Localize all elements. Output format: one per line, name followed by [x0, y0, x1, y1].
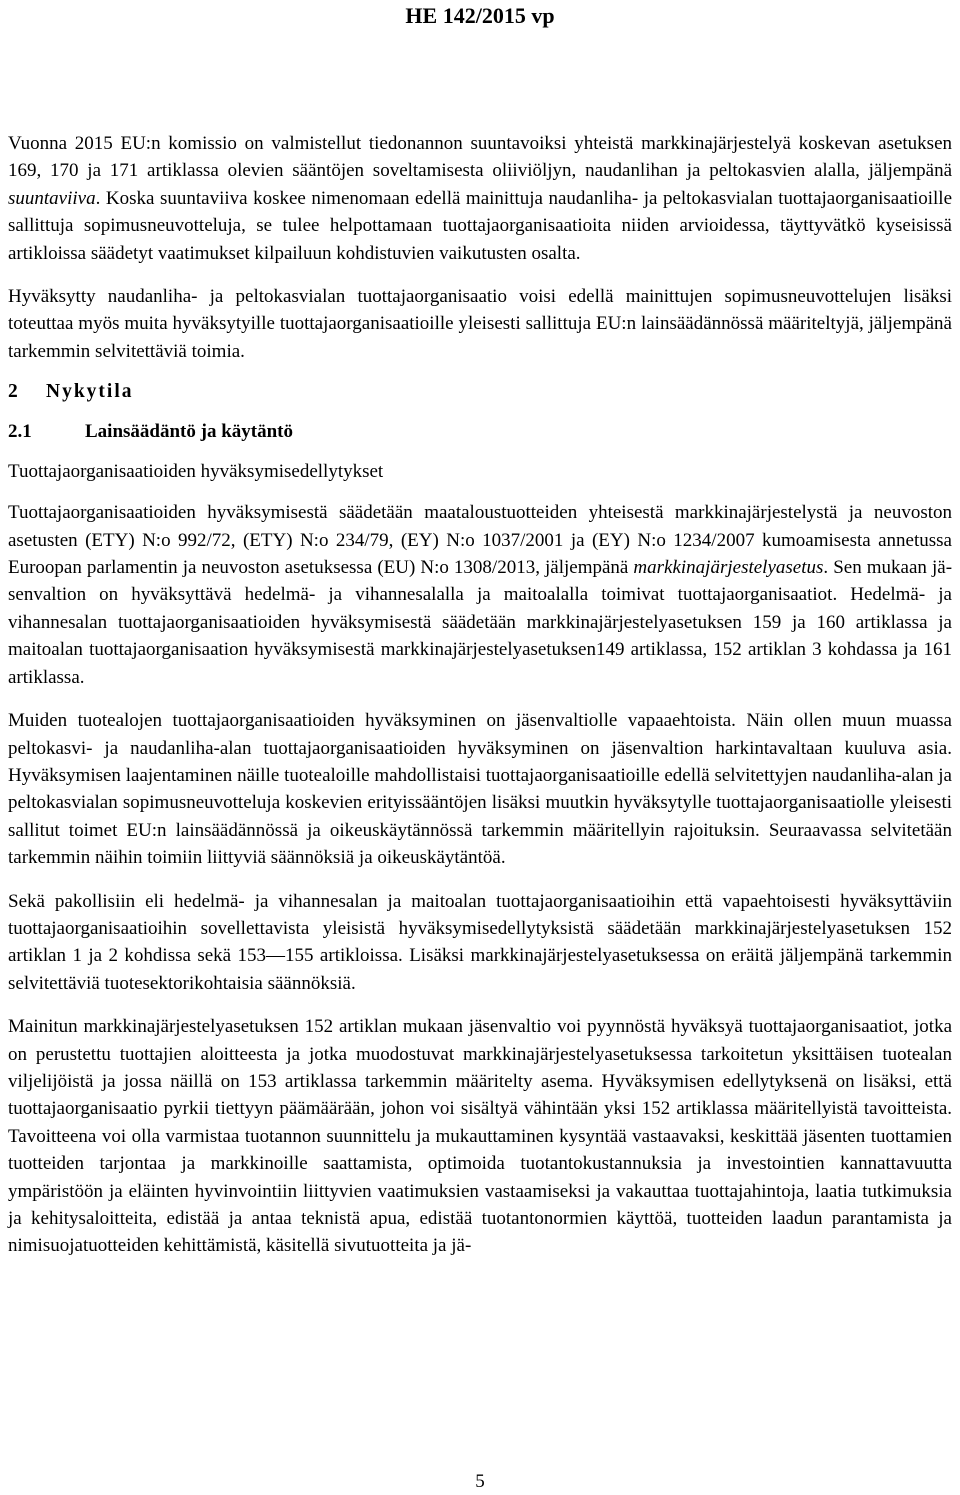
paragraph-text: Vuonna 2015 EU:n komissio on valmistellut tiedonannon suuntavoiksi yhteistä markkinajärjestelyä koskevan asetuksen 169, 170 ja 171 artiklassa olevien sääntöjen soveltamisesta oliiviöljyn, naudanlihan ja peltokasvien alalla, jäljempänä — [8, 133, 952, 182]
section-number: 2 — [8, 381, 18, 403]
paragraph-text: . Sen mukaan jäsenvaltion on hyväksyttävä hedelmä- ja vihannesalalla ja maitoalalla toimivat tuottajaorganisaatiot. Hedelmä- ja vihannesalan tuottajaorganisaatioiden hyväksymisestä säädetään markkinajärjestelyasetuksen 159 ja 160 artiklassa ja maitoalan tuottajaorganisaation hyväksymisestä markkinajärjestelyasetuksen149 artiklassa, 152 artiklan 3 kohdassa ja 161 artiklassa. — [8, 557, 953, 688]
section-title: Nykytila — [46, 381, 134, 403]
paragraph-general-conditions — [8, 888, 952, 998]
paragraph-text: Hyväksytty naudanliha- ja peltokasvialan tuottajaorganisaatio voisi edellä mainittujen sopimusneuvottelujen lisäksi toteuttaa myös muita hyväksytyille tuottajaorganisaatioille yleisesti sallittuja EU:n lainsäädännössä määriteltyjä, jäljempänä tarkemmin selvitettäviä toimia. — [8, 286, 952, 362]
paragraph-text: Muiden tuotealojen tuottajaorganisaatioiden hyväksyminen on jäsenvaltiolle vapaaehtoista. Näin ollen muun muassa peltokasvi- ja naudanliha-alan tuottajaorganisaatioiden hyväksyminen on jäsenvaltion harkintavaltaan kuuluva asia. Hyväksymisen laajentaminen näille tuotealoille mahdollistaisi tuottajaorganisaatioille edellä selvitettyjen naudanliha-alan ja peltokasvialan sopimusneuvotteluja koskevien erityissääntöjen lisäksi muutkin hyväksytylle tuottajaorganisaatiolle yleisesti sallitut toimet EU:n lainsäädännössä ja oikeuskäytännössä tarkemmin määritellyin rajoituksin. Seuraavassa selvitetään tarkemmin näihin toimiin liittyviä säännöksiä ja oikeuskäytäntöä. — [8, 710, 952, 869]
page-number: 5 — [475, 1471, 485, 1492]
document-body — [8, 130, 952, 1276]
paragraph-voluntary-approval — [8, 707, 952, 871]
paragraph-text: Tuottajaorganisaatioiden hyväksymisestä säädetään maataloustuotteiden yhteisestä markkinajärjestelystä ja neuvoston asetusten (ETY) N:o 992/72, (ETY) N:o 234/79, (EY) N:o 1037/2001 ja (EY) N:o 1234/2007 kumoamisesta annetussa Euroopan parlamentin ja neuvoston asetuksessa (EU) N:o 1308/2013, jäljempänä — [8, 502, 952, 579]
paragraph-text: . Koska suuntaviiva koskee nimenomaan edellä mainittuja naudanliha- ja peltokasvialan tuottajaorganisaatioille sallittuja sopimusneuvotteluja, se tulee helpottamaan tuottajaorganisaatioita niiden arvioidessa, täyttyvätkö kyseisissä artikloissa säädetyt vaatimukset kilpailuun kohdistuvien vaikutusten osalta. — [8, 187, 952, 264]
italic-term: markkinajärjestelyasetus — [633, 557, 824, 579]
subsection-title: Lainsäädäntö ja käytäntö — [85, 421, 293, 443]
paragraph-approval-regulation — [8, 499, 952, 691]
paragraph-guideline — [8, 130, 952, 267]
paragraph-approved-organisation — [8, 283, 952, 365]
subsection-number: 2.1 — [8, 421, 32, 443]
paragraph-text: Mainitun markkinajärjestelyasetuksen 152 artiklan mukaan jäsenvaltio voi pyynnöstä hyväksyä tuottajaorganisaatiot, jotka on perustettu tuottajien aloitteesta ja jotka muodostuvat markkinajärjestelyasetuksessa tarkoitetun yksittäisen tuotealan viljelijöistä ja jossa näillä on 153 artiklassa tarkemmin määritelty asema. Hyväksymisen edellytyksenä on lisäksi, että tuottajaorganisaatio pyrkii tiettyyn päämäärään, johon voi sisältyä vähintään yksi 152 artiklassa määritellyistä tavoitteista. Tavoitteena voi olla varmistaa tuotannon suunnittelu ja mukauttaminen kysyntää vastaavaksi, keskittää jäsenten tuottamien tuotteiden tarjontaa ja markkinoille saattamista, optimoida tuotantokustannuksia ja investointien kannattavuutta ympäristöön ja eläinten hyvinvointiin liittyvien vaatimuksien vastaamiseksi ja vakauttaa tuottajahintoja, laatia tutkimuksia ja kehitysaloitteita, edistää ja antaa teknistä apua, edistää tuotantonormien käyttöä, tuotteiden laadun parantamista ja nimisuojatuotteiden kehittämistä, käsitellä sivutuotteita ja jä- — [8, 1016, 952, 1257]
italic-term: suuntaviiva — [8, 187, 96, 209]
subheading: Tuottajaorganisaatioiden hyväksymisedellytykset — [8, 461, 384, 483]
section-heading — [8, 378, 952, 405]
subsection-heading — [8, 418, 952, 445]
paragraph-article-152 — [8, 1013, 952, 1260]
document-header: HE 142/2015 vp — [405, 3, 555, 28]
paragraph-text: Sekä pakollisiin eli hedelmä- ja vihannesalan ja maitoalan tuottajaorganisaatioihin että vapaehtoisesti hyväksyttäviin tuottajaorganisaatioihin sovellettavista yleisistä hyväksymisedellytyksistä säädetään markkinajärjestelyasetuksen 152 artiklan 1 ja 2 kohdissa sekä 153—155 artikloissa. Lisäksi markkinajärjestelyasetuksessa on eräitä jäljempänä tarkemmin selvitettäviä tuotesektorikohtaisia säännöksiä. — [8, 890, 952, 994]
